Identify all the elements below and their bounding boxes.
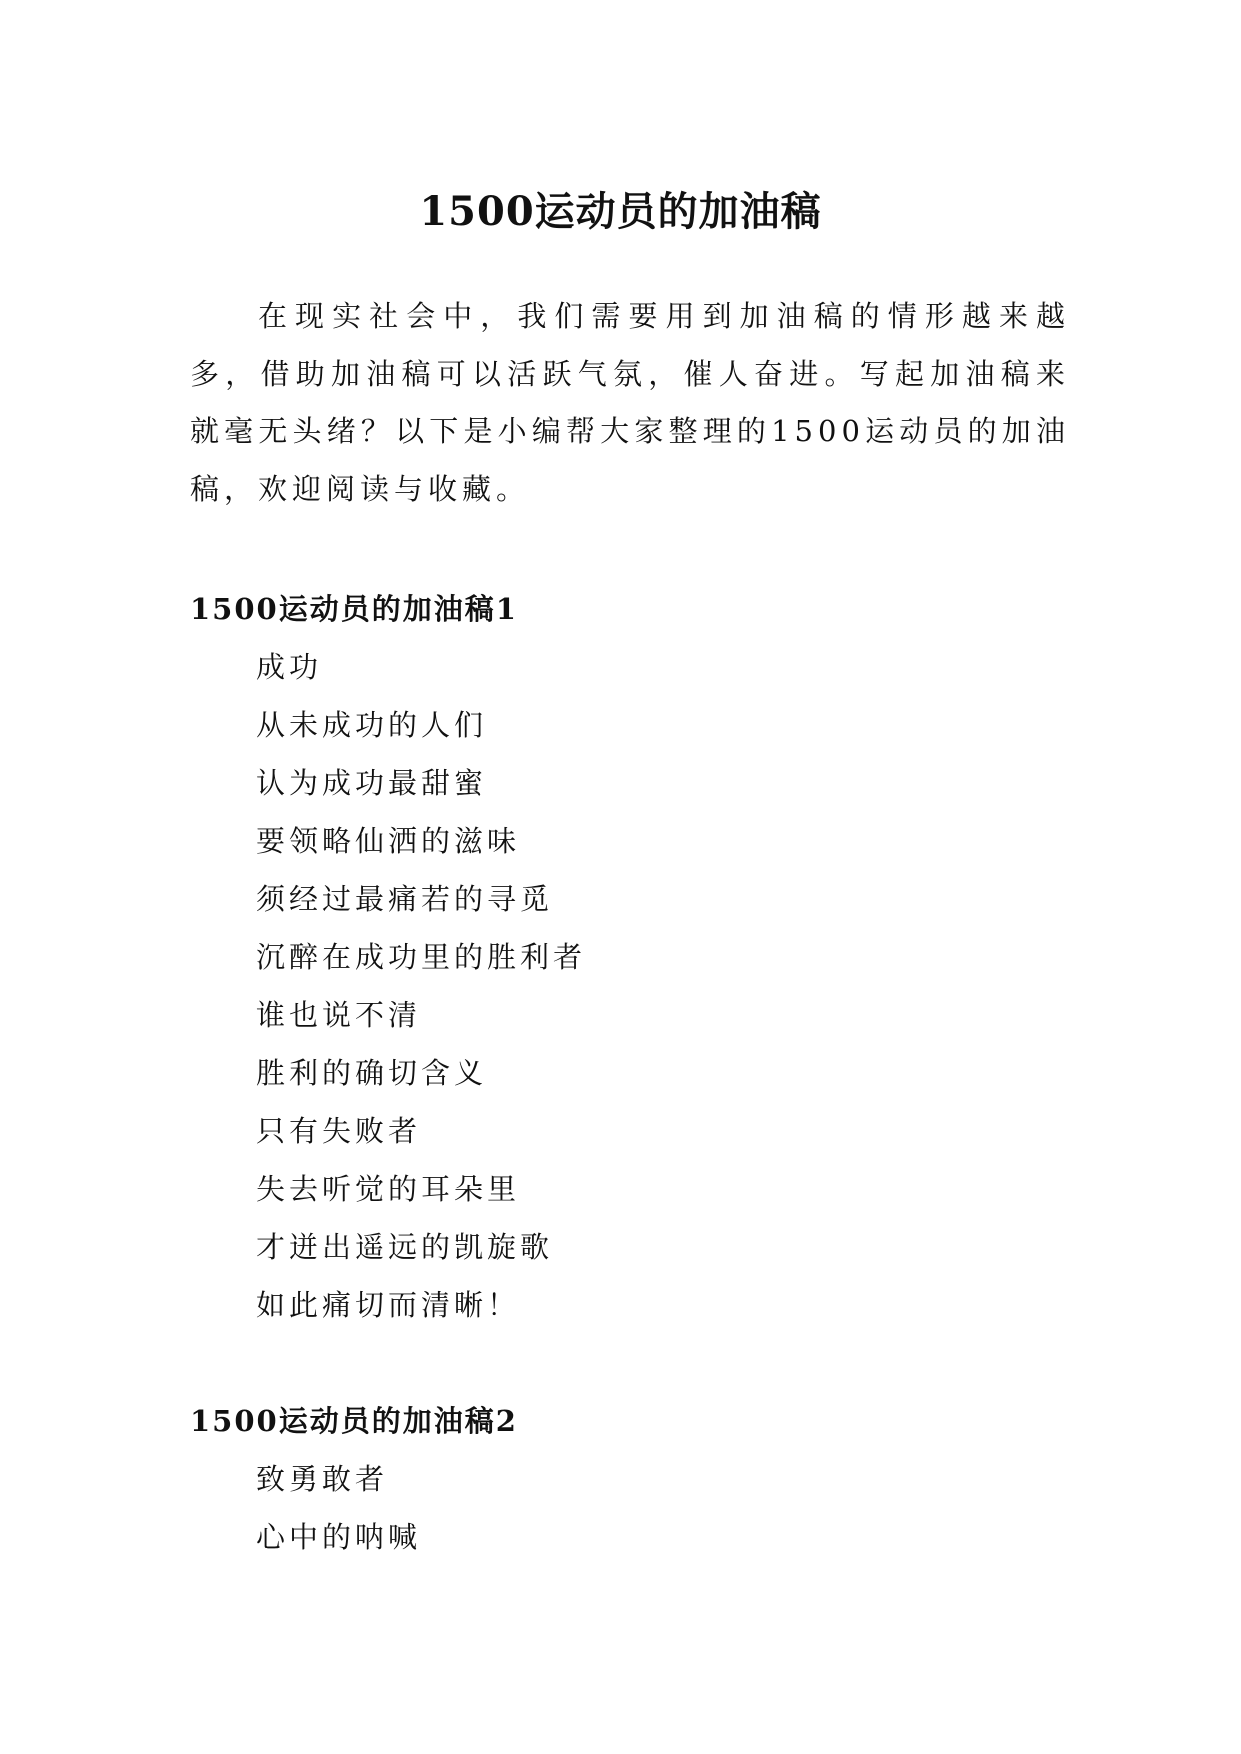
poem-line: 心中的呐喊 [256,1520,422,1554]
document-title: 1500运动员的加油稿 [419,187,822,235]
section-1 [190,580,1070,1334]
section-2 [190,1392,1070,1566]
poem-line: 胜利的确切含义 [256,1056,488,1090]
poem-line: 认为成功最甜蜜 [256,766,488,800]
poem-line: 成功 [256,650,323,684]
poem-line: 只有失败者 [256,1114,422,1148]
poem-line: 才迸出遥远的凯旋歌 [256,1230,554,1264]
poem-line: 谁也说不清 [256,998,422,1032]
poem-line: 如此痛切而清晰！ [256,1288,521,1322]
poem-line: 沉醉在成功里的胜利者 [256,940,587,974]
poem-line: 要领略仙洒的滋味 [256,824,521,858]
poem-line: 致勇敢者 [256,1462,389,1496]
section-heading: 1500运动员的加油稿1 [190,592,518,626]
poem-line: 从未成功的人们 [256,708,488,742]
poem-line: 须经过最痛若的寻觅 [256,882,554,916]
intro-paragraph: 在现实社会中，我们需要用到加油稿的情形越来越多，借助加油稿可以活跃气氛，催人奋进。写起加油稿来就毫无头绪？以下是小编帮大家整理的1500运动员的加油稿，欢迎阅读与收藏。 [190,299,1070,506]
poem-lines [190,1450,1070,1566]
poem-line: 失去听觉的耳朵里 [256,1172,521,1206]
section-heading: 1500运动员的加油稿2 [190,1404,518,1438]
poem-lines [190,638,1070,1334]
